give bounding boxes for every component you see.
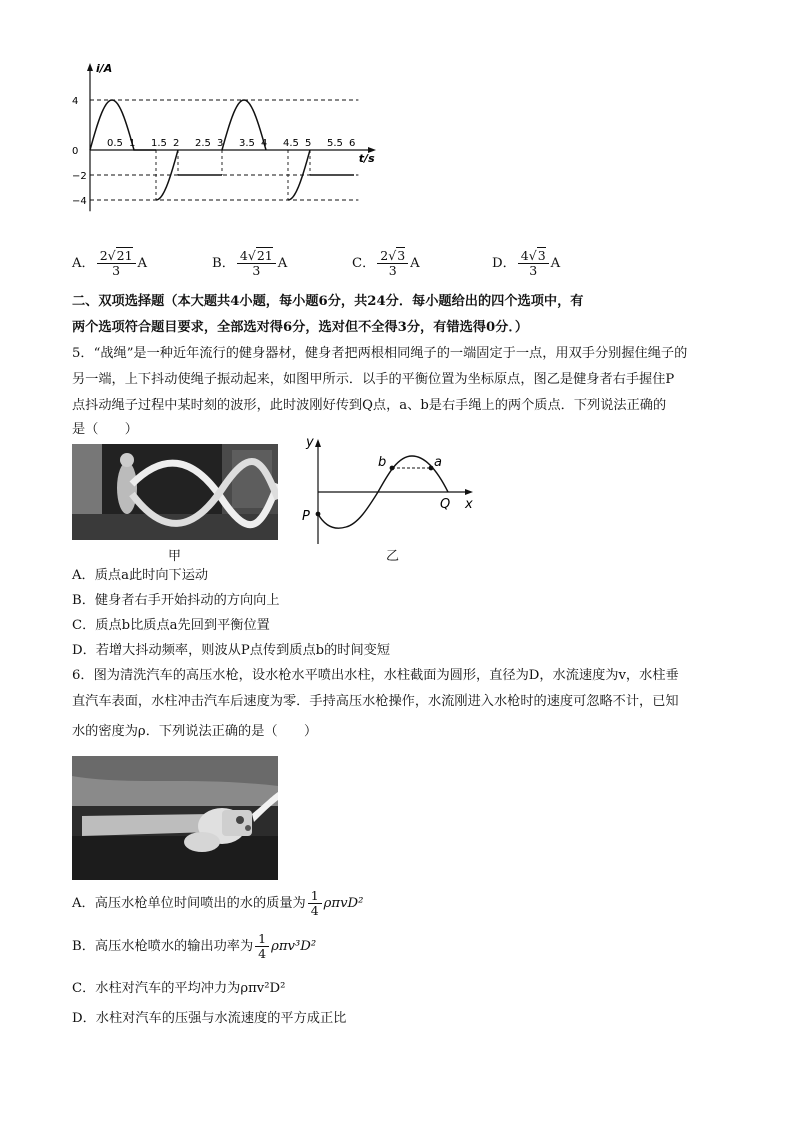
fraction-one-quarter-b: $\frac{1}{4}$ [255,932,269,961]
x-tick-label: 1.5 [151,138,167,149]
q6-option-d[interactable]: D．水柱对汽车的压强与水流速度的平方成正比 [72,1011,347,1026]
q5-stem-line4: 是（ ） [72,422,138,437]
x-tick-label: 2 [173,138,180,149]
battle-rope-photo [72,444,278,540]
y-tick-label: −2 [72,171,87,182]
label-q: Q [440,497,451,512]
current-curve-4 [288,150,310,200]
y-axis-label: i/A [96,62,113,75]
q5-option-b[interactable]: B．健身者右手开始抖动的方向向上 [72,593,280,608]
point-b [390,466,395,471]
label-y: y [306,436,314,450]
q6-option-c[interactable]: C．水柱对汽车的平均冲力为ρπv²D² [72,981,286,996]
q4-option-b[interactable]: B． $\frac{4√21}{3}$ A [212,248,288,278]
x-tick-label: 1 [129,138,136,149]
q5-option-c[interactable]: C．质点b比质点a先回到平衡位置 [72,618,270,633]
y-tick-label: 4 [72,96,79,107]
x-tick-label: 4.5 [283,138,299,149]
current-time-graph [66,60,396,220]
x-tick-label: 3 [217,138,224,149]
q4-option-c[interactable]: C． $\frac{2√3}{3}$ A [352,248,420,278]
q5-stem-line2: 另一端，上下抖动使绳子振动起来，如图甲所示．以手的平衡位置为坐标原点，图乙是健身者右手握住P [72,372,675,387]
point-p [316,512,321,517]
current-curve-1 [90,100,156,150]
water-gun-photo [72,756,278,880]
q6-option-b[interactable]: B．高压水枪喷水的输出功率为 $\frac{1}{4}$ ρπv³D² [72,931,317,961]
x-tick-label: 5.5 [327,138,343,149]
q5-option-d[interactable]: D．若增大抖动频率，则波从P点传到质点b的时间变短 [72,643,391,658]
label-p: P [302,509,310,524]
q4-options [72,246,722,282]
q5-option-a[interactable]: A．质点a此时向下运动 [72,568,209,583]
x-tick-label: 3.5 [239,138,255,149]
q6-option-a[interactable]: A．高压水枪单位时间喷出的水的质量为 $\frac{1}{4}$ ρπvD² [72,888,364,918]
x-tick-label: 2.5 [195,138,211,149]
q4-option-d[interactable]: D． $\frac{4√3}{3}$ A [492,248,561,278]
label-x: x [465,497,473,512]
q5-stem-line3: 点抖动绳子过程中某时刻的波形，此时波刚好传到Q点，a、b是右手绳上的两个质点．下列说法正确的 [72,398,667,413]
caption-yi: 乙 [386,549,400,564]
label-a: a [434,455,442,470]
y-axis-arrow [87,63,93,71]
section2-heading-line1: 二、双项选择题（本大题共4小题，每小题6分，共24分．每小题给出的四个选项中，有 [72,294,584,309]
caption-jia: 甲 [168,549,182,564]
x-tick-label: 4 [261,138,268,149]
label-b: b [378,455,387,470]
q5-stem-line1: 5．“战绳”是一种近年流行的健身器材，健身者把两根相同绳子的一端固定于一点，用双手分别握住绳子的 [72,346,688,361]
q6-stem-line2: 直汽车表面，水柱冲击汽车后速度为零．手持高压水枪操作，水流刚进入水枪时的速度可忽略不计，已知 [72,694,679,709]
wave-diagram [296,436,486,546]
x-axis-label: t/s [358,152,375,165]
section2-heading-line2: 两个选项符合题目要求，全部选对得6分，选对但不全得3分，有错选得0分．） [72,320,529,335]
fraction-one-quarter: $\frac{1}{4}$ [308,889,322,918]
q4-option-a[interactable]: A． $\frac{2√21}{3}$ A [72,248,148,278]
y-tick-label: 0 [72,146,79,157]
x-tick-label: 0.5 [107,138,123,149]
x-tick-label: 6 [349,138,356,149]
q6-stem-line3: 水的密度为ρ．下列说法正确的是（ ） [72,724,318,739]
x-tick-label: 5 [305,138,312,149]
point-a [429,466,434,471]
y-tick-label: −4 [72,196,87,207]
q6-stem-line1: 6．图为清洗汽车的高压水枪，设水枪水平喷出水柱，水柱截面为圆形，直径为D，水流速度为v，水柱垂 [72,668,679,683]
